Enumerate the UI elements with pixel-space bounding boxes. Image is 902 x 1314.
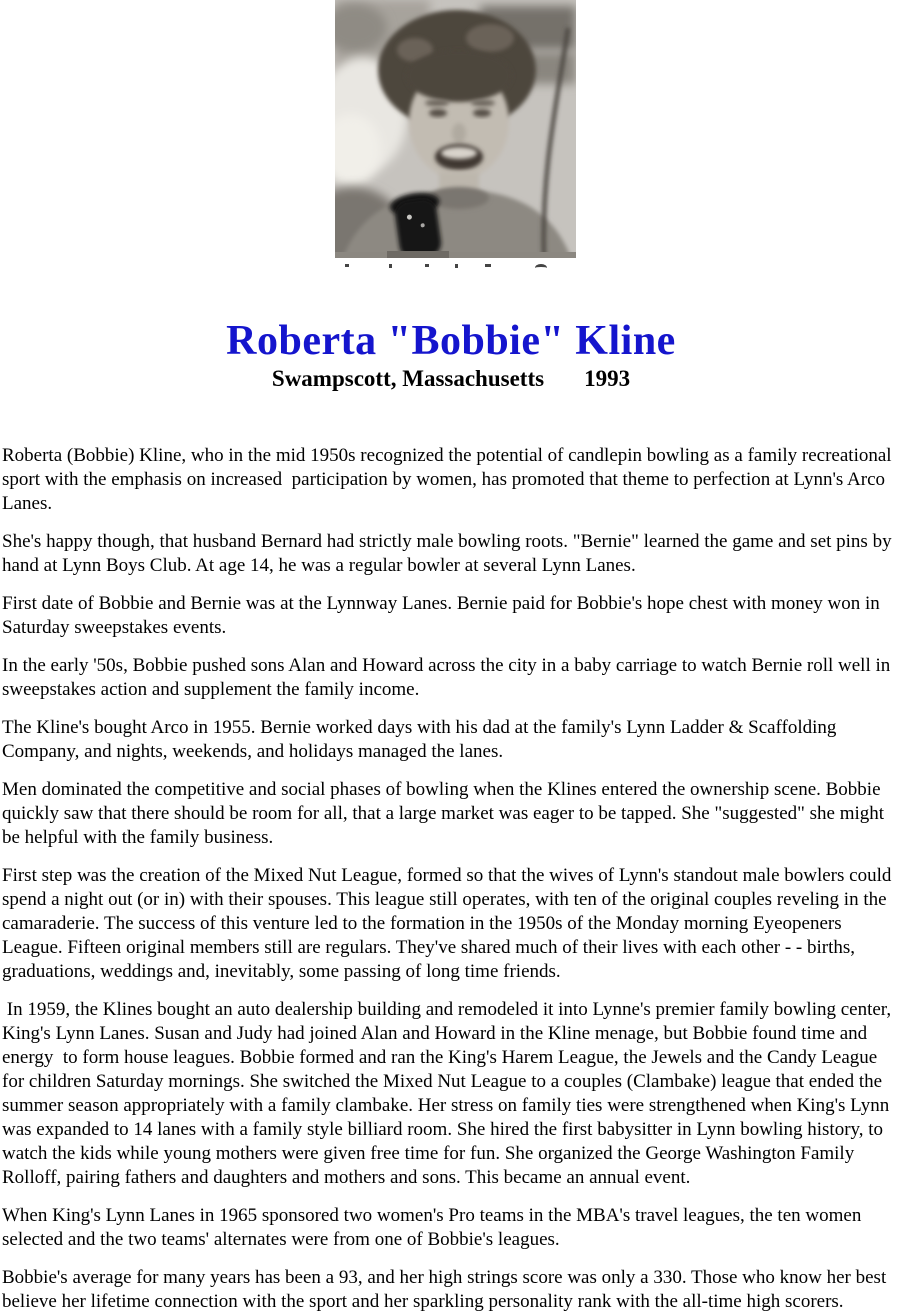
subtitle xyxy=(0,366,902,392)
page-header xyxy=(0,318,902,392)
paragraph: In 1959, the Klines bought an auto dealership building and remodeled it into Lynne's premier family bowling center, King's Lynn Lanes. Susan and Judy had joined Alan and Howard in the Kline menage, but Bobbie found time and energy to form house leagues. Bobbie formed and ran the King's Harem League, the Jewels and the Candy League for children Saturday mornings. She switched the Mixed Nut League to a couples (Clambake) league that ended the summer season appropriately with a family clambake. Her stress on family ties were strengthened when King's Lynn was expanded to 14 lanes with a family style billiard room. She hired the first babysitter in Lynn bowling history, to watch the kids while young mothers were given free time for fun. She organized the George Washington Family Rolloff, pairing fathers and daughters and mothers and sons. This became an annual event. xyxy=(2,999,896,1188)
paragraph: She's happy though, that husband Bernard had strictly male bowling roots. "Bernie" learned the game and set pins by hand at Lynn Boys Club. At age 14, he was a regular bowler at several Lynn Lanes. xyxy=(2,531,897,576)
paragraph: Men dominated the competitive and social phases of bowling when the Klines entered the ownership scene. Bobbie quickly saw that there should be room for all, that a large market was eager to be tapped. She "suggested" she might be helpful with the family business. xyxy=(2,779,889,848)
paragraph: First step was the creation of the Mixed Nut League, formed so that the wives of Lynn's standout male bowlers could spend a night out (or in) with their spouses. This league still operates, with ten of the original couples reveling in the camaraderie. The success of this venture led to the formation in the 1950s of the Monday morning Eyeopeners League. Fifteen original members still are regulars. They've shared much of their lives with each other - - births, graduations, weddings and, inevitably, some passing of long time friends. xyxy=(2,865,897,982)
paragraph: The Kline's bought Arco in 1955. Bernie worked days with his dad at the family's Lynn Ladder & Scaffolding Company, and nights, weekends, and holidays managed the lanes. xyxy=(2,717,842,762)
paragraph: In the early '50s, Bobbie pushed sons Alan and Howard across the city in a baby carriage to watch Bernie roll well in sweepstakes action and supplement the family income. xyxy=(2,655,896,700)
page-title: Roberta "Bobbie" Kline xyxy=(226,318,676,364)
paragraph: Roberta (Bobbie) Kline, who in the mid 1950s recognized the potential of candlepin bowling as a family recreational sport with the emphasis on increased participation by women, has promoted that theme to perfection at Lynn's Arco Lanes. xyxy=(2,445,897,514)
portrait-photo xyxy=(335,0,576,272)
subtitle-year: 1993 xyxy=(584,366,631,391)
paragraph: Bobbie's average for many years has been a 93, and her high strings score was only a 330. Those who know her best believe her lifetime connection with the sport and her sparkling personality rank with the all-time high scorers. xyxy=(2,1267,891,1312)
clipped-caption-remnant xyxy=(335,258,576,272)
biography-text xyxy=(0,392,902,1314)
subtitle-location: Swampscott, Massachusetts xyxy=(271,366,545,391)
paragraph: When King's Lynn Lanes in 1965 sponsored two women's Pro teams in the MBA's travel leagues, the ten women selected and the two teams' alternates were from one of Bobbie's leagues. xyxy=(2,1205,867,1250)
paragraph: First date of Bobbie and Bernie was at the Lynnway Lanes. Bernie paid for Bobbie's hope chest with money won in Saturday sweepstakes events. xyxy=(2,593,885,638)
portrait-photo-illustration xyxy=(335,0,576,258)
